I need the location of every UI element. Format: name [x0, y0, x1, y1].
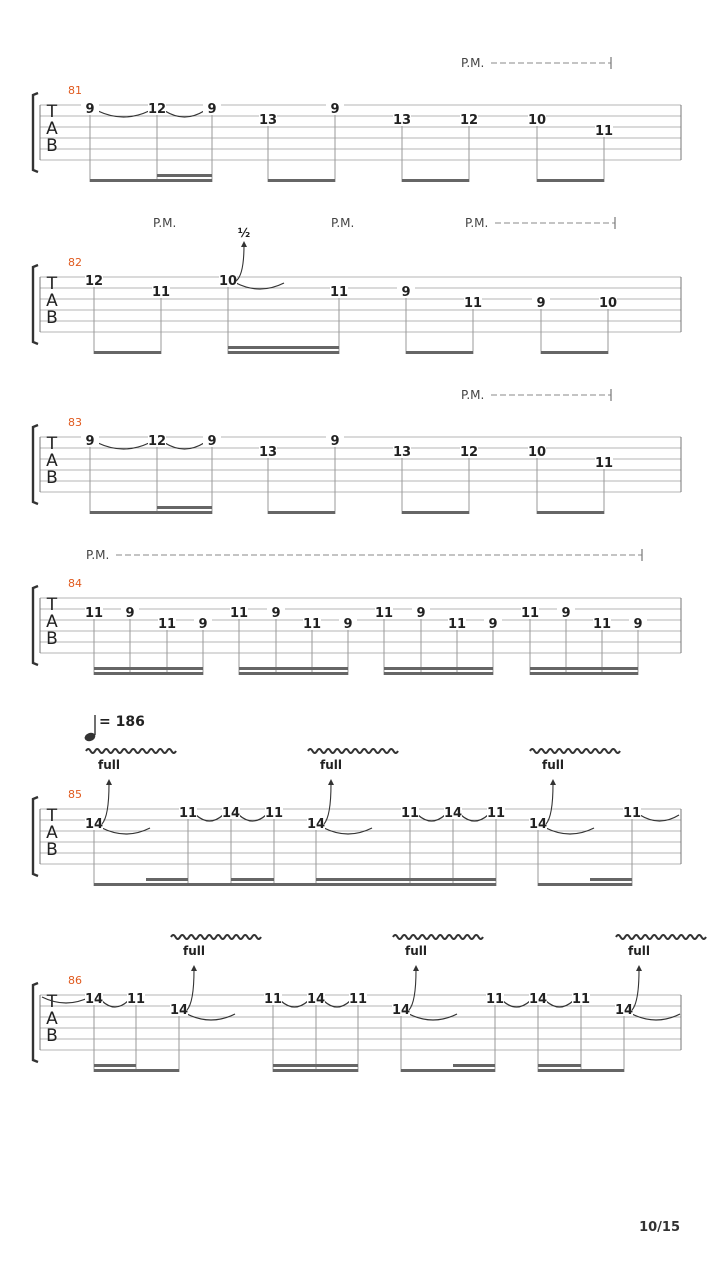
fret-number: 9 [85, 102, 95, 117]
bend-curve [409, 970, 416, 1010]
tab-clef-letter: B [46, 136, 58, 156]
fret-number: 11 [348, 992, 368, 1007]
beam [90, 511, 212, 514]
fret-number: 14 [306, 817, 326, 832]
beam [538, 1064, 581, 1067]
tab-clef-letter: B [46, 840, 58, 860]
palm-mute-label: P.M. [461, 388, 485, 402]
tab-clef-letter: B [46, 468, 58, 488]
beam [401, 1069, 495, 1072]
fret-number: 11 [178, 806, 198, 821]
fret-number: 14 [306, 992, 326, 1007]
tab-clef-letter: A [46, 823, 58, 843]
tab-clef-letter: T [46, 595, 58, 615]
fret-number: 11 [594, 124, 614, 139]
bend-amount: full [183, 944, 205, 958]
beam [273, 1064, 358, 1067]
tab-clef-letter: B [46, 629, 58, 649]
fret-number: 11 [571, 992, 591, 1007]
fret-number: 14 [221, 806, 241, 821]
fret-number: 11 [400, 806, 420, 821]
beam [231, 883, 316, 886]
measure-number: 86 [68, 974, 82, 987]
tab-clef-letter: A [46, 1009, 58, 1029]
fret-number: 14 [528, 992, 548, 1007]
vibrato-wave [530, 749, 620, 753]
bend-amount: full [628, 944, 650, 958]
bend-amount: ½ [237, 226, 251, 240]
page-number: 10/15 [639, 1220, 680, 1235]
fret-number: 9 [125, 606, 135, 621]
vibrato-wave [616, 935, 706, 939]
fret-number: 9 [207, 434, 217, 449]
beam [530, 667, 638, 670]
bend-curve [546, 784, 553, 824]
tempo-marking [83, 714, 144, 743]
fret-number: 14 [614, 1003, 634, 1018]
tab-clef-letter: T [46, 102, 58, 122]
bend-arrow [106, 779, 112, 785]
bend-amount: full [542, 758, 564, 772]
fret-number: 13 [392, 113, 412, 128]
fret-number: 11 [263, 992, 283, 1007]
fret-number: 11 [463, 296, 483, 311]
fret-number: 12 [459, 445, 479, 460]
bend-curve [324, 784, 331, 824]
fret-number: 11 [374, 606, 394, 621]
bend-amount: full [405, 944, 427, 958]
palm-mute-label: P.M. [86, 548, 110, 562]
beam [94, 351, 161, 354]
bend-curve [187, 970, 194, 1010]
beam [537, 179, 604, 182]
system-84 [33, 548, 681, 675]
system-bracket [33, 93, 38, 172]
fret-number: 12 [147, 434, 167, 449]
fret-number: 11 [485, 992, 505, 1007]
fret-number: 10 [218, 274, 238, 289]
tab-clef-letter: B [46, 1026, 58, 1046]
bend-curve [236, 245, 244, 281]
bend-arrow [241, 241, 247, 247]
bend-amount: full [98, 758, 120, 772]
fret-number: 11 [151, 285, 171, 300]
fret-number: 11 [264, 806, 284, 821]
beam [239, 667, 348, 670]
palm-mute-label: P.M. [331, 216, 355, 230]
fret-number: 12 [459, 113, 479, 128]
beam [146, 878, 188, 881]
system-83 [33, 388, 681, 514]
beam [90, 179, 212, 182]
fret-number: 11 [520, 606, 540, 621]
beam [384, 667, 493, 670]
fret-number: 11 [126, 992, 146, 1007]
fret-number: 9 [207, 102, 217, 117]
beam [157, 506, 212, 509]
vibrato-wave [393, 935, 483, 939]
fret-number: 10 [527, 445, 547, 460]
tab-clef-letter: A [46, 291, 58, 311]
bend-arrow [413, 965, 419, 971]
system-bracket [33, 797, 38, 876]
fret-number: 9 [330, 102, 340, 117]
fret-number: 9 [85, 434, 95, 449]
fret-number: 11 [594, 456, 614, 471]
fret-number: 13 [258, 445, 278, 460]
fret-number: 9 [271, 606, 281, 621]
fret-number: 9 [416, 606, 426, 621]
bend-arrow [636, 965, 642, 971]
beam [538, 1069, 624, 1072]
fret-number: 9 [633, 617, 643, 632]
beam [538, 883, 632, 886]
beam [157, 174, 212, 177]
measure-number: 81 [68, 84, 82, 97]
fret-number: 9 [330, 434, 340, 449]
fret-number: 9 [536, 296, 546, 311]
fret-number: 9 [343, 617, 353, 632]
beam [273, 1069, 358, 1072]
beam [228, 351, 339, 354]
system-86 [33, 935, 706, 1072]
system-bracket [33, 425, 38, 504]
bend-arrow [191, 965, 197, 971]
fret-number: 11 [447, 617, 467, 632]
fret-number: 14 [169, 1003, 189, 1018]
system-82 [33, 216, 681, 354]
beam [94, 883, 231, 886]
vibrato-wave [308, 749, 398, 753]
fret-number: 14 [391, 1003, 411, 1018]
vibrato-wave [86, 749, 176, 753]
fret-number: 11 [229, 606, 249, 621]
beam [94, 672, 203, 675]
system-bracket [33, 983, 38, 1062]
tab-clef-letter: T [46, 806, 58, 826]
palm-mute-label: P.M. [465, 216, 489, 230]
fret-number: 12 [84, 274, 104, 289]
fret-number: 14 [84, 992, 104, 1007]
tab-clef-letter: T [46, 992, 58, 1012]
fret-number: 11 [592, 617, 612, 632]
beam [239, 672, 348, 675]
beam [94, 667, 203, 670]
fret-number: 9 [401, 285, 411, 300]
fret-number: 11 [329, 285, 349, 300]
fret-number: 11 [486, 806, 506, 821]
tempo-text: = 186 [99, 714, 145, 730]
beam [590, 878, 632, 881]
tab-clef-letter: A [46, 451, 58, 471]
fret-number: 14 [84, 817, 104, 832]
beam [316, 883, 496, 886]
beam [268, 511, 335, 514]
tab-clef-letter: B [46, 308, 58, 328]
beam [402, 179, 469, 182]
bend-amount: full [320, 758, 342, 772]
tab-clef-letter: T [46, 274, 58, 294]
fret-number: 11 [157, 617, 177, 632]
fret-number: 10 [527, 113, 547, 128]
fret-number: 13 [392, 445, 412, 460]
fret-number: 11 [302, 617, 322, 632]
system-85 [33, 749, 681, 886]
fret-number: 11 [84, 606, 104, 621]
beam [402, 511, 469, 514]
measure-number: 82 [68, 256, 82, 269]
palm-mute-label: P.M. [461, 56, 485, 70]
fret-number: 14 [443, 806, 463, 821]
beam [94, 1069, 179, 1072]
system-bracket [33, 265, 38, 344]
fret-number: 10 [598, 296, 618, 311]
measure-number: 83 [68, 416, 82, 429]
fret-number: 9 [198, 617, 208, 632]
fret-number: 9 [561, 606, 571, 621]
tab-clef-letter: A [46, 119, 58, 139]
beam [406, 351, 473, 354]
bend-curve [632, 970, 639, 1010]
beam [541, 351, 608, 354]
bend-arrow [328, 779, 334, 785]
bend-curve [102, 784, 109, 824]
beam [268, 179, 335, 182]
measure-number: 84 [68, 577, 82, 590]
fret-number: 12 [147, 102, 167, 117]
beam [228, 346, 339, 349]
beam [384, 672, 493, 675]
measure-number: 85 [68, 788, 82, 801]
system-bracket [33, 586, 38, 665]
beam [94, 1064, 136, 1067]
bend-arrow [550, 779, 556, 785]
beam [530, 672, 638, 675]
fret-number: 14 [528, 817, 548, 832]
vibrato-wave [171, 935, 261, 939]
fret-number: 13 [258, 113, 278, 128]
system-81 [33, 56, 681, 182]
beam [231, 878, 274, 881]
fret-number: 11 [622, 806, 642, 821]
beam [537, 511, 604, 514]
beam [316, 878, 496, 881]
beam [453, 1064, 495, 1067]
fret-number: 9 [488, 617, 498, 632]
tab-clef-letter: T [46, 434, 58, 454]
palm-mute-label: P.M. [153, 216, 177, 230]
tab-clef-letter: A [46, 612, 58, 632]
